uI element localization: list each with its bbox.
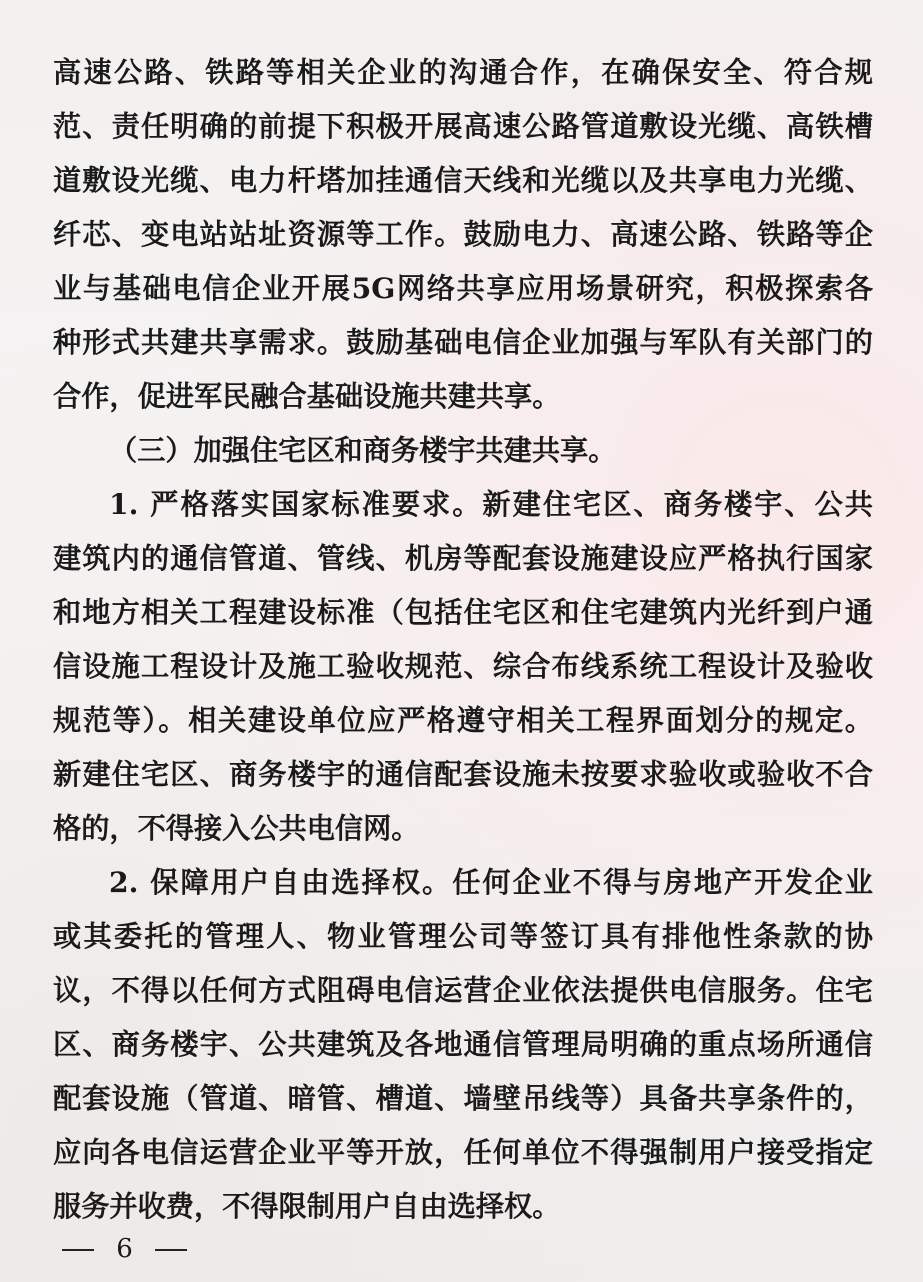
text-line: 道敷设光缆、电力杆塔加挂通信天线和光缆以及共享电力光缆、 xyxy=(53,164,873,197)
text-line: 应向各电信运营企业平等开放，任何单位不得强制用户接受指定 xyxy=(53,1136,873,1169)
text-line: 纤芯、变电站站址资源等工作。鼓励电力、高速公路、铁路等企 xyxy=(53,218,873,251)
text-line: 建筑内的通信管道、管线、机房等配套设施建设应严格执行国家 xyxy=(53,542,873,575)
section-heading: （三）加强住宅区和商务楼宇共建共享。 xyxy=(109,434,617,467)
text-line: 新建住宅区、商务楼宇的通信配套设施未按要求验收或验收不合 xyxy=(53,758,873,791)
footer-dash-right xyxy=(155,1249,187,1251)
text-line: 服务并收费，不得限制用户自由选择权。 xyxy=(53,1190,561,1223)
text-line: 范、责任明确的前提下积极开展高速公路管道敷设光缆、高铁槽 xyxy=(53,110,873,143)
text-line: 或其委托的管理人、物业管理公司等签订具有排他性条款的协 xyxy=(53,920,873,953)
footer-dash-left xyxy=(62,1249,94,1251)
text-line: 合作，促进军民融合基础设施共建共享。 xyxy=(53,380,561,413)
document-body xyxy=(53,46,873,1234)
text-line: 规范等）。相关建设单位应严格遵守相关工程界面划分的规定。 xyxy=(53,704,873,737)
text-line: 议，不得以任何方式阻碍电信运营企业依法提供电信服务。住宅 xyxy=(53,974,873,1007)
text-line: 配套设施（管道、暗管、槽道、墙壁吊线等）具备共享条件的， xyxy=(53,1082,873,1115)
text-line: 信设施工程设计及施工验收规范、综合布线系统工程设计及验收 xyxy=(53,650,873,683)
text-line: 种形式共建共享需求。鼓励基础电信企业加强与军队有关部门的 xyxy=(53,326,873,359)
text-line: 格的，不得接入公共电信网。 xyxy=(53,812,420,845)
page-footer xyxy=(62,1234,187,1264)
text-line: 业与基础电信企业开展5G网络共享应用场景研究，积极探索各 xyxy=(53,272,873,305)
paragraph-start: 1. 严格落实国家标准要求。新建住宅区、商务楼宇、公共 xyxy=(109,488,873,521)
page-number: 6 xyxy=(116,1234,133,1264)
paragraph-start: 2. 保障用户自由选择权。任何企业不得与房地产开发企业 xyxy=(109,866,873,899)
text-line: 高速公路、铁路等相关企业的沟通合作，在确保安全、符合规 xyxy=(53,56,873,89)
text-line: 和地方相关工程建设标准（包括住宅区和住宅建筑内光纤到户通 xyxy=(53,596,873,629)
text-line: 区、商务楼宇、公共建筑及各地通信管理局明确的重点场所通信 xyxy=(53,1028,873,1061)
